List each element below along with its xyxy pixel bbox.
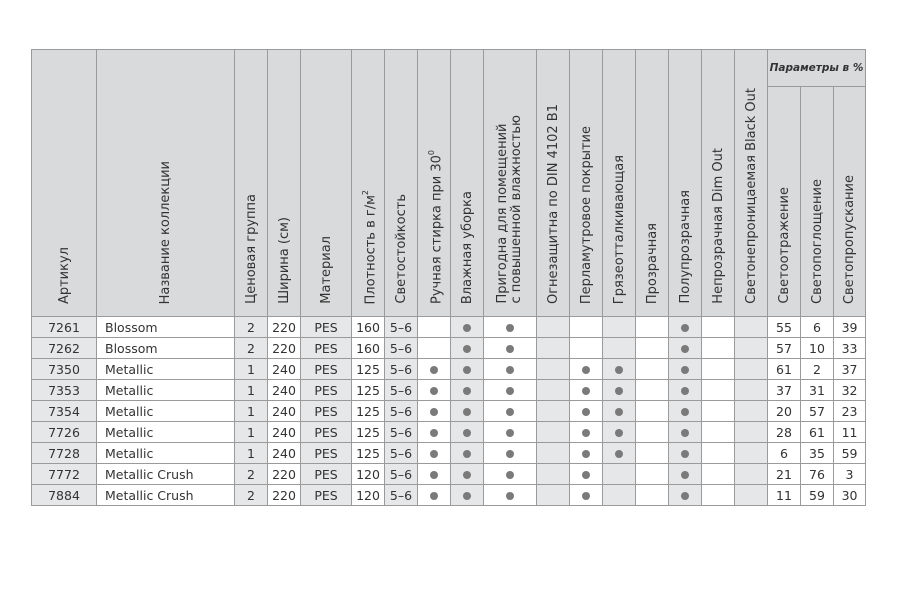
cell-material: PES <box>301 359 352 380</box>
cell-blackout <box>735 338 768 359</box>
cell-dimout <box>702 380 735 401</box>
feature-dot-icon <box>463 387 471 395</box>
cell-price: 2 <box>235 317 268 338</box>
cell-pearl <box>570 359 603 380</box>
cell-material: PES <box>301 317 352 338</box>
cell-wet <box>451 485 484 506</box>
table-row <box>32 443 866 464</box>
cell-article: 7350 <box>32 359 97 380</box>
feature-dot-icon <box>582 408 590 416</box>
cell-price: 1 <box>235 401 268 422</box>
cell-density: 120 <box>352 464 385 485</box>
cell-article: 7354 <box>32 401 97 422</box>
cell-material: PES <box>301 401 352 422</box>
cell-blackout <box>735 317 768 338</box>
header-transparent: Прозрачная <box>636 50 669 317</box>
feature-dot-icon <box>681 345 689 353</box>
cell-abs: 76 <box>801 464 834 485</box>
cell-article: 7353 <box>32 380 97 401</box>
feature-dot-icon <box>615 429 623 437</box>
cell-humid <box>484 359 537 380</box>
cell-semi <box>669 464 702 485</box>
feature-dot-icon <box>582 387 590 395</box>
feature-dot-icon <box>430 387 438 395</box>
feature-dot-icon <box>681 450 689 458</box>
cell-wash <box>418 338 451 359</box>
feature-dot-icon <box>615 450 623 458</box>
cell-dirt <box>603 317 636 338</box>
cell-wet <box>451 401 484 422</box>
cell-pearl <box>570 401 603 422</box>
cell-abs: 10 <box>801 338 834 359</box>
cell-dimout <box>702 317 735 338</box>
cell-wash <box>418 359 451 380</box>
table-body <box>32 317 866 506</box>
cell-material: PES <box>301 464 352 485</box>
table-row <box>32 422 866 443</box>
feature-dot-icon <box>463 429 471 437</box>
header-black-out: Светонепроницаемая Black Out <box>735 50 768 317</box>
cell-wash <box>418 422 451 443</box>
cell-material: PES <box>301 485 352 506</box>
feature-dot-icon <box>430 366 438 374</box>
cell-material: PES <box>301 422 352 443</box>
cell-semi <box>669 485 702 506</box>
cell-pearl <box>570 443 603 464</box>
feature-dot-icon <box>430 429 438 437</box>
cell-refl: 55 <box>768 317 801 338</box>
feature-dot-icon <box>681 366 689 374</box>
cell-pearl <box>570 464 603 485</box>
cell-refl: 11 <box>768 485 801 506</box>
cell-refl: 28 <box>768 422 801 443</box>
cell-dirt <box>603 443 636 464</box>
cell-light: 5–6 <box>385 422 418 443</box>
cell-article: 7884 <box>32 485 97 506</box>
cell-density: 125 <box>352 359 385 380</box>
cell-semi <box>669 443 702 464</box>
header-absorption: Светопоглощение <box>801 87 834 317</box>
feature-dot-icon <box>681 324 689 332</box>
cell-density: 125 <box>352 443 385 464</box>
cell-density: 125 <box>352 380 385 401</box>
cell-blackout <box>735 401 768 422</box>
cell-dimout <box>702 443 735 464</box>
cell-pearl <box>570 422 603 443</box>
cell-trans: 3 <box>834 464 866 485</box>
cell-collection: Metallic <box>97 422 235 443</box>
header-fire-protection: Огнезащитна по DIN 4102 B1 <box>537 50 570 317</box>
feature-dot-icon <box>681 429 689 437</box>
cell-humid <box>484 380 537 401</box>
cell-refl: 21 <box>768 464 801 485</box>
cell-semi <box>669 317 702 338</box>
header-price-group: Ценовая группа <box>235 50 268 317</box>
cell-abs: 31 <box>801 380 834 401</box>
feature-dot-icon <box>506 471 514 479</box>
header-material: Материал <box>301 50 352 317</box>
cell-fire <box>537 443 570 464</box>
cell-width: 240 <box>268 380 301 401</box>
cell-refl: 61 <box>768 359 801 380</box>
table-row <box>32 317 866 338</box>
cell-humid <box>484 422 537 443</box>
cell-transparent <box>636 443 669 464</box>
cell-abs: 59 <box>801 485 834 506</box>
feature-dot-icon <box>615 408 623 416</box>
cell-wash <box>418 317 451 338</box>
header-reflection: Светоотражение <box>768 87 801 317</box>
cell-trans: 32 <box>834 380 866 401</box>
cell-semi <box>669 338 702 359</box>
header-params-group: Параметры в % <box>768 50 866 87</box>
cell-light: 5–6 <box>385 485 418 506</box>
header-semi-transparent: Полупрозрачная <box>669 50 702 317</box>
cell-collection: Metallic <box>97 443 235 464</box>
cell-trans: 33 <box>834 338 866 359</box>
table-row <box>32 380 866 401</box>
header-pearl-coating: Перламутровое покрытие <box>570 50 603 317</box>
table-row <box>32 359 866 380</box>
cell-collection: Metallic <box>97 401 235 422</box>
cell-fire <box>537 380 570 401</box>
cell-transparent <box>636 338 669 359</box>
cell-density: 160 <box>352 317 385 338</box>
cell-refl: 6 <box>768 443 801 464</box>
feature-dot-icon <box>582 366 590 374</box>
header-lightfastness: Светостойкость <box>385 50 418 317</box>
cell-dirt <box>603 401 636 422</box>
cell-dimout <box>702 338 735 359</box>
header-transmission: Светопропускание <box>834 87 866 317</box>
feature-dot-icon <box>506 450 514 458</box>
cell-blackout <box>735 380 768 401</box>
cell-price: 2 <box>235 485 268 506</box>
table-row <box>32 338 866 359</box>
feature-dot-icon <box>430 471 438 479</box>
cell-collection: Blossom <box>97 317 235 338</box>
cell-semi <box>669 380 702 401</box>
cell-width: 240 <box>268 422 301 443</box>
feature-dot-icon <box>506 366 514 374</box>
cell-material: PES <box>301 443 352 464</box>
table-row <box>32 464 866 485</box>
feature-dot-icon <box>582 429 590 437</box>
cell-trans: 59 <box>834 443 866 464</box>
cell-wet <box>451 443 484 464</box>
cell-dirt <box>603 359 636 380</box>
header-collection: Название коллекции <box>97 50 235 317</box>
cell-wet <box>451 380 484 401</box>
feature-dot-icon <box>506 429 514 437</box>
cell-humid <box>484 443 537 464</box>
feature-dot-icon <box>506 345 514 353</box>
cell-dimout <box>702 359 735 380</box>
header-humidity: Пригодна для помещений с повышенной влажностью <box>484 50 537 317</box>
cell-wet <box>451 464 484 485</box>
cell-pearl <box>570 380 603 401</box>
cell-price: 2 <box>235 338 268 359</box>
cell-light: 5–6 <box>385 338 418 359</box>
cell-material: PES <box>301 338 352 359</box>
cell-light: 5–6 <box>385 380 418 401</box>
cell-transparent <box>636 485 669 506</box>
cell-density: 125 <box>352 401 385 422</box>
cell-refl: 20 <box>768 401 801 422</box>
feature-dot-icon <box>463 492 471 500</box>
cell-abs: 61 <box>801 422 834 443</box>
cell-humid <box>484 338 537 359</box>
cell-article: 7261 <box>32 317 97 338</box>
cell-collection: Metallic Crush <box>97 464 235 485</box>
cell-article: 7262 <box>32 338 97 359</box>
cell-price: 2 <box>235 464 268 485</box>
cell-article: 7772 <box>32 464 97 485</box>
feature-dot-icon <box>430 408 438 416</box>
cell-humid <box>484 317 537 338</box>
cell-trans: 30 <box>834 485 866 506</box>
cell-transparent <box>636 422 669 443</box>
cell-transparent <box>636 464 669 485</box>
cell-blackout <box>735 485 768 506</box>
cell-abs: 6 <box>801 317 834 338</box>
cell-blackout <box>735 422 768 443</box>
cell-blackout <box>735 464 768 485</box>
cell-light: 5–6 <box>385 359 418 380</box>
feature-dot-icon <box>506 387 514 395</box>
cell-refl: 57 <box>768 338 801 359</box>
cell-dirt <box>603 464 636 485</box>
cell-material: PES <box>301 380 352 401</box>
cell-density: 125 <box>352 422 385 443</box>
cell-humid <box>484 401 537 422</box>
cell-fire <box>537 464 570 485</box>
cell-abs: 2 <box>801 359 834 380</box>
feature-dot-icon <box>463 366 471 374</box>
table-row <box>32 401 866 422</box>
cell-fire <box>537 338 570 359</box>
header-width: Ширина (см) <box>268 50 301 317</box>
cell-trans: 11 <box>834 422 866 443</box>
cell-dirt <box>603 485 636 506</box>
cell-fire <box>537 317 570 338</box>
cell-pearl <box>570 338 603 359</box>
cell-width: 240 <box>268 359 301 380</box>
cell-wet <box>451 317 484 338</box>
cell-semi <box>669 401 702 422</box>
header-article: Артикул <box>32 50 97 317</box>
cell-wash <box>418 401 451 422</box>
feature-dot-icon <box>430 450 438 458</box>
cell-fire <box>537 422 570 443</box>
cell-wash <box>418 485 451 506</box>
header-wet-clean: Влажная уборка <box>451 50 484 317</box>
cell-light: 5–6 <box>385 464 418 485</box>
cell-trans: 23 <box>834 401 866 422</box>
cell-width: 220 <box>268 464 301 485</box>
cell-wash <box>418 464 451 485</box>
cell-density: 160 <box>352 338 385 359</box>
cell-pearl <box>570 485 603 506</box>
header-hand-wash: Ручная стирка при $30^0$ <box>418 50 451 317</box>
feature-dot-icon <box>506 492 514 500</box>
cell-price: 1 <box>235 443 268 464</box>
cell-humid <box>484 485 537 506</box>
cell-wet <box>451 359 484 380</box>
cell-collection: Metallic Crush <box>97 485 235 506</box>
feature-dot-icon <box>430 492 438 500</box>
cell-width: 240 <box>268 443 301 464</box>
cell-blackout <box>735 359 768 380</box>
feature-dot-icon <box>615 387 623 395</box>
header-dim-out: Непрозрачная Dim Out <box>702 50 735 317</box>
cell-wash <box>418 443 451 464</box>
feature-dot-icon <box>506 324 514 332</box>
cell-light: 5–6 <box>385 443 418 464</box>
feature-dot-icon <box>681 387 689 395</box>
cell-fire <box>537 359 570 380</box>
cell-wash <box>418 380 451 401</box>
cell-width: 240 <box>268 401 301 422</box>
cell-dirt <box>603 422 636 443</box>
feature-dot-icon <box>681 492 689 500</box>
cell-dirt <box>603 380 636 401</box>
cell-wet <box>451 422 484 443</box>
cell-blackout <box>735 443 768 464</box>
cell-article: 7726 <box>32 422 97 443</box>
cell-trans: 39 <box>834 317 866 338</box>
cell-light: 5–6 <box>385 317 418 338</box>
cell-article: 7728 <box>32 443 97 464</box>
cell-dimout <box>702 422 735 443</box>
cell-price: 1 <box>235 380 268 401</box>
cell-dimout <box>702 401 735 422</box>
feature-dot-icon <box>463 408 471 416</box>
cell-width: 220 <box>268 338 301 359</box>
feature-dot-icon <box>582 492 590 500</box>
feature-dot-icon <box>506 408 514 416</box>
cell-dimout <box>702 464 735 485</box>
cell-abs: 35 <box>801 443 834 464</box>
cell-transparent <box>636 401 669 422</box>
cell-transparent <box>636 380 669 401</box>
feature-dot-icon <box>463 324 471 332</box>
cell-transparent <box>636 359 669 380</box>
cell-semi <box>669 359 702 380</box>
cell-dimout <box>702 485 735 506</box>
feature-dot-icon <box>582 471 590 479</box>
cell-transparent <box>636 317 669 338</box>
table-row <box>32 485 866 506</box>
cell-semi <box>669 422 702 443</box>
header-dirt-repellent: Грязеотталкивающая <box>603 50 636 317</box>
feature-dot-icon <box>681 408 689 416</box>
feature-dot-icon <box>463 345 471 353</box>
cell-abs: 57 <box>801 401 834 422</box>
cell-humid <box>484 464 537 485</box>
cell-width: 220 <box>268 317 301 338</box>
feature-dot-icon <box>615 366 623 374</box>
cell-price: 1 <box>235 359 268 380</box>
cell-density: 120 <box>352 485 385 506</box>
feature-dot-icon <box>463 471 471 479</box>
cell-trans: 37 <box>834 359 866 380</box>
cell-collection: Metallic <box>97 359 235 380</box>
cell-width: 220 <box>268 485 301 506</box>
cell-collection: Blossom <box>97 338 235 359</box>
feature-dot-icon <box>681 471 689 479</box>
cell-dirt <box>603 338 636 359</box>
specification-table <box>31 49 866 506</box>
cell-light: 5–6 <box>385 401 418 422</box>
cell-fire <box>537 401 570 422</box>
cell-refl: 37 <box>768 380 801 401</box>
header-density: Плотность в $г/м^2$ <box>352 50 385 317</box>
feature-dot-icon <box>582 450 590 458</box>
cell-pearl <box>570 317 603 338</box>
cell-fire <box>537 485 570 506</box>
cell-wet <box>451 338 484 359</box>
feature-dot-icon <box>463 450 471 458</box>
cell-collection: Metallic <box>97 380 235 401</box>
cell-price: 1 <box>235 422 268 443</box>
